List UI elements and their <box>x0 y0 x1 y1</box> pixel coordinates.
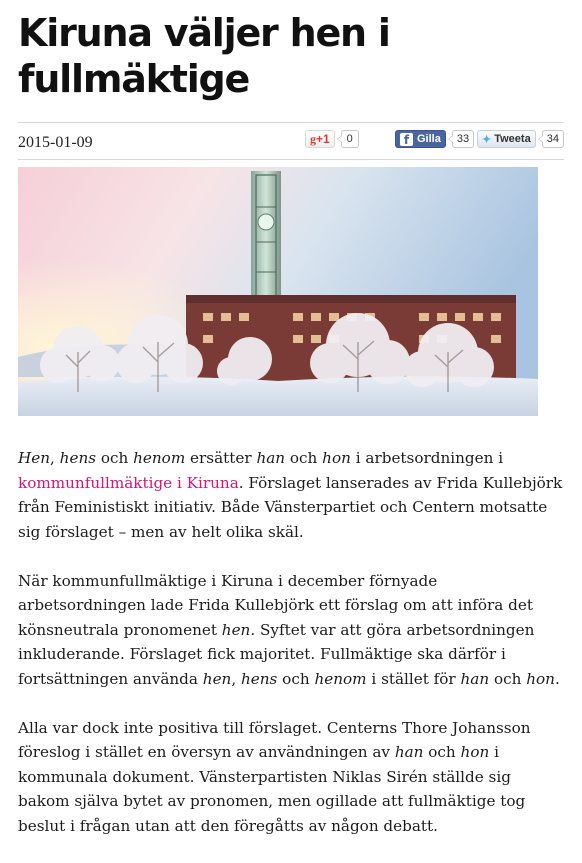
text-segment: , <box>231 669 241 688</box>
text-segment: ersätter <box>185 449 257 467</box>
article-meta-bar <box>18 122 564 160</box>
text-segment: henom <box>314 669 367 688</box>
facebook-like-button[interactable] <box>395 130 446 148</box>
twitter-bird-icon: ✦ <box>482 133 492 146</box>
text-segment: När kommunfullmäktige i Kiruna i december förnyade arbetsordningen lade Frida Kullebjörk ett förslag om att införa det könsneutrala pronomenet <box>18 571 533 639</box>
article-hero-image <box>18 167 538 416</box>
text-segment: i kommunala dokument. Vänsterpartisten Niklas Sirén ställde sig bakom själva bytet av pronomen, men ogillade att fullmäktige tog beslut i frågan utan att den föregåtts av någon debatt. <box>18 743 526 835</box>
kommunfullmaktige-link[interactable]: kommunfullmäktige i Kiruna <box>18 473 239 492</box>
text-segment: och <box>423 743 461 761</box>
text-segment: hon <box>526 669 555 688</box>
article <box>18 0 564 835</box>
article-date: 2015-01-09 <box>18 134 93 151</box>
article-body <box>18 446 564 863</box>
gplus-count: 0 <box>341 130 359 148</box>
paragraph-3 <box>18 716 564 839</box>
text-segment: i stället för <box>366 669 461 688</box>
text-segment: och <box>285 449 323 467</box>
text-segment: han <box>394 743 424 761</box>
paragraph-2 <box>18 569 564 692</box>
twitter-label: Tweeta <box>494 133 531 145</box>
text-segment: Hen <box>18 449 51 467</box>
text-segment: . <box>554 669 560 688</box>
text-segment: han <box>256 449 286 467</box>
text-segment: henom <box>133 449 186 467</box>
text-segment: . Förslaget lanserades av Frida Kullebjörk från Feministiskt initiativ. Både Vänsterpartiet och Centern motsatte sig förslaget – men av helt olika skäl. <box>18 473 563 541</box>
facebook-label: Gilla <box>417 133 441 145</box>
gplus-button[interactable] <box>305 130 335 148</box>
gplus-share <box>305 129 359 149</box>
text-segment: hen <box>221 620 251 639</box>
gplus-icon: g <box>310 131 316 146</box>
text-segment: och <box>277 669 315 688</box>
facebook-icon: f <box>400 133 413 146</box>
text-segment: och <box>489 669 527 688</box>
text-segment: och <box>96 449 134 467</box>
text-segment: Alla var dock inte positiva till förslaget. Centerns Thore Johansson föreslog i stället en översyn av användningen av <box>18 718 531 761</box>
text-segment: hens <box>59 449 97 467</box>
facebook-share <box>395 129 474 149</box>
article-headline: Kiruna väljer hen i fullmäktige <box>18 11 390 101</box>
text-segment: , <box>50 449 60 467</box>
gplus-label: +1 <box>316 132 330 146</box>
tweet-button[interactable] <box>477 130 536 148</box>
text-segment: hens <box>241 669 278 688</box>
text-segment: hen <box>202 669 232 688</box>
twitter-share <box>477 129 564 149</box>
twitter-count: 34 <box>542 130 564 148</box>
text-segment: . Syftet var att göra arbetsordningen inkluderande. Förslaget fick majoritet. Fullmäktige ska därför i fortsättningen använda <box>18 620 535 688</box>
facebook-count: 33 <box>452 130 474 148</box>
text-segment: hon <box>322 449 351 467</box>
text-segment: hon <box>460 743 490 761</box>
text-segment: han <box>460 669 490 688</box>
paragraph-1 <box>18 446 564 544</box>
text-segment: i arbetsordningen i <box>350 449 504 467</box>
